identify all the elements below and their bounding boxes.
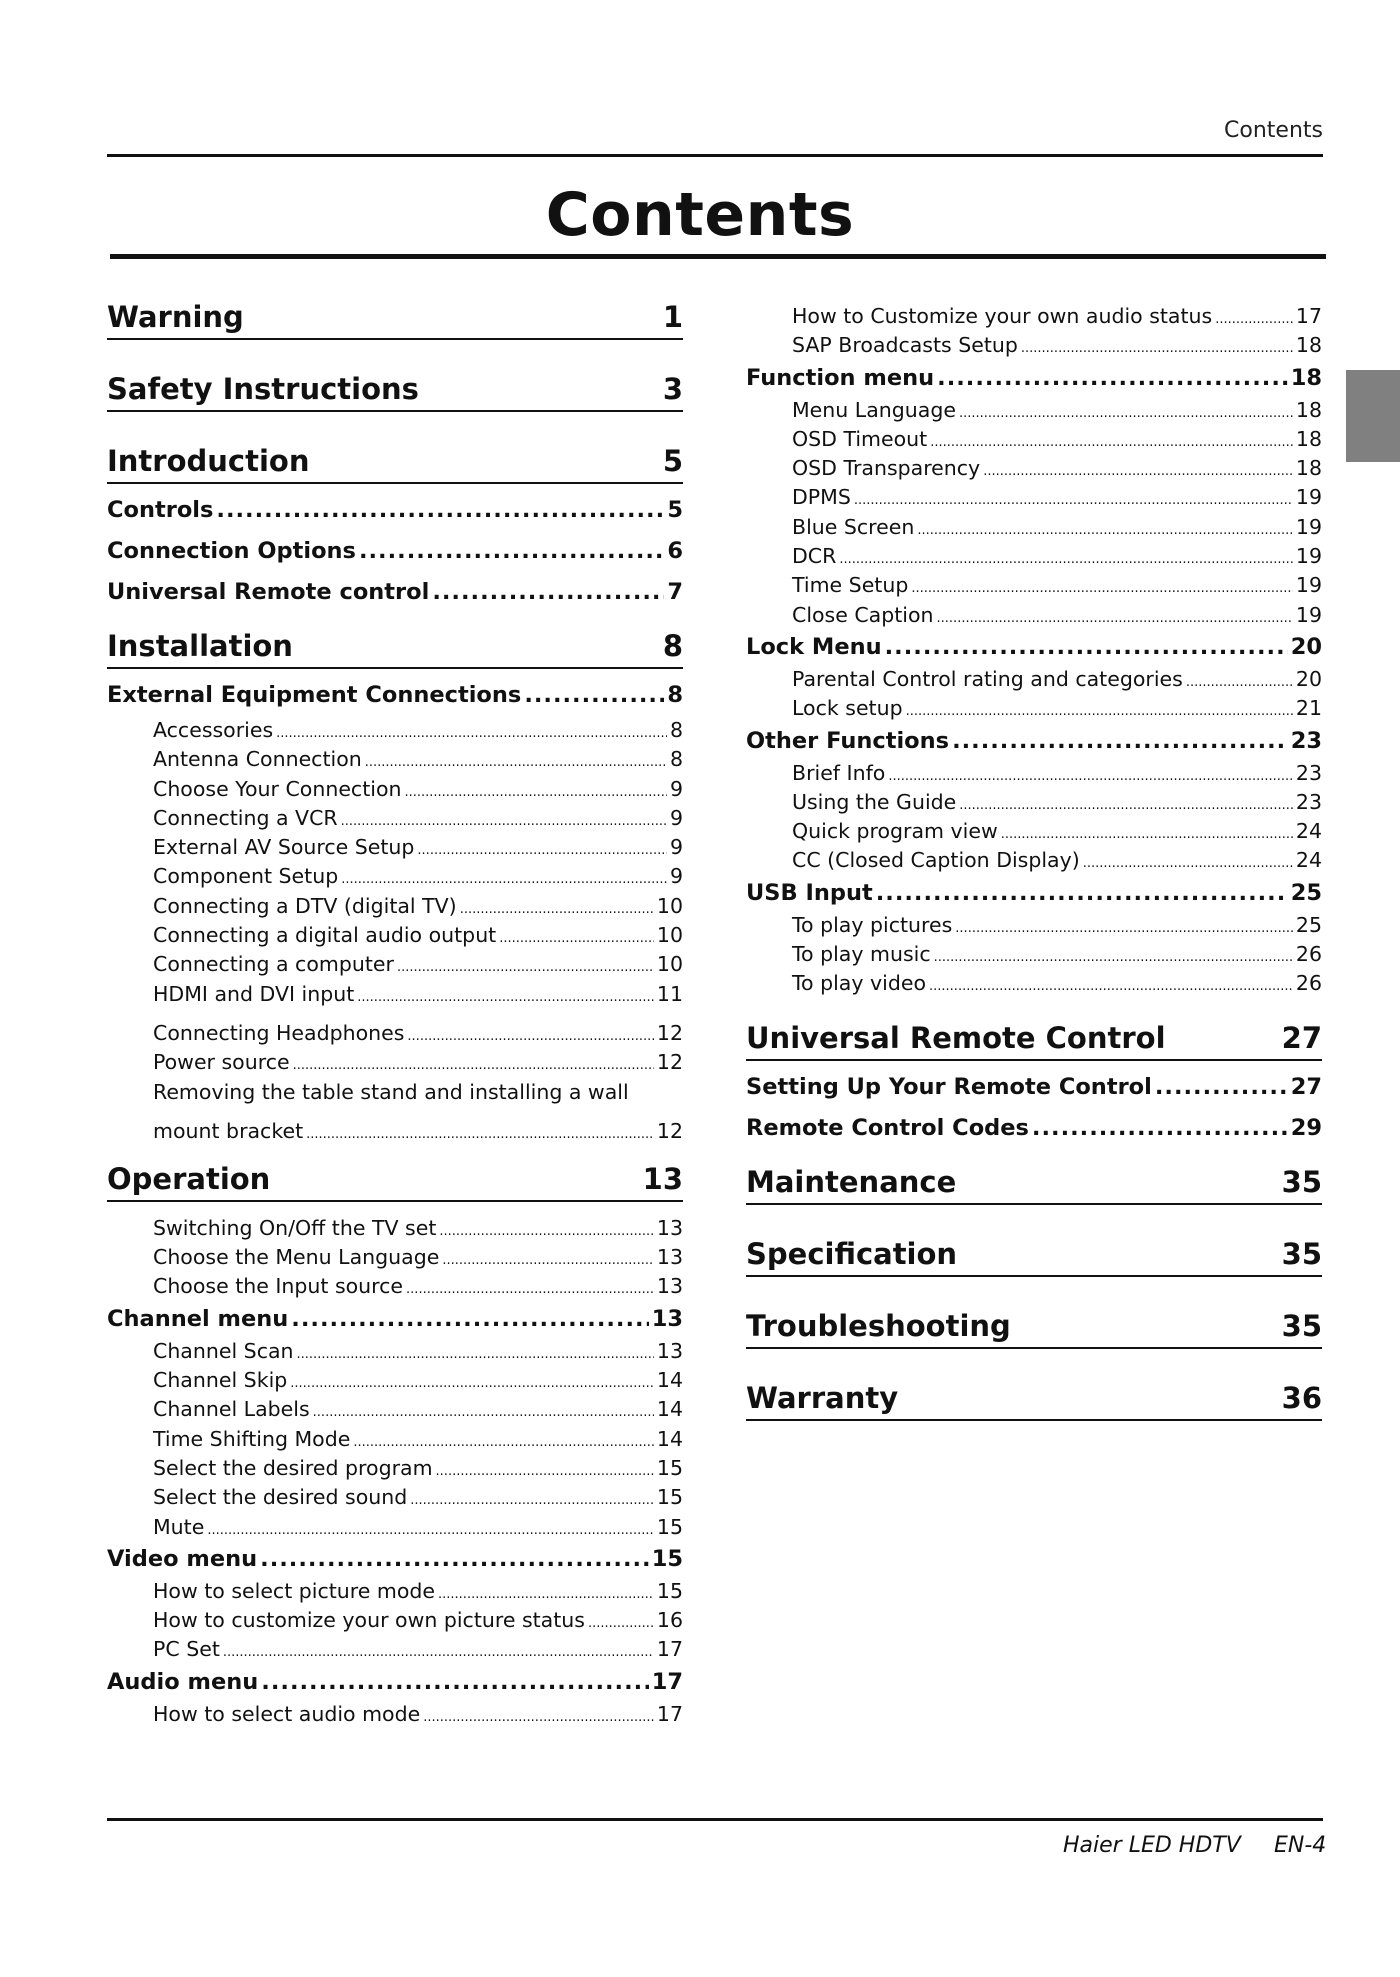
subentry-label: OSD Transparency (792, 456, 981, 481)
section-page: 3 (662, 372, 683, 406)
section-page: 27 (1281, 1020, 1322, 1055)
section-label: Safety Instructions (107, 372, 419, 406)
subentry-page: 26 (1295, 971, 1322, 996)
section-page: 35 (1281, 1308, 1322, 1343)
toc-subentry[interactable] (746, 571, 1322, 600)
toc-subentry[interactable] (107, 1577, 683, 1606)
entry-page: 13 (651, 1305, 683, 1332)
toc-subentry[interactable] (746, 788, 1322, 817)
subentry-page: 9 (669, 805, 683, 830)
toc-section-introduction[interactable] (107, 440, 683, 484)
subentry-label: Connecting a digital audio output (153, 923, 497, 948)
toc-subentry[interactable] (107, 804, 683, 833)
section-label: Introduction (107, 444, 310, 478)
entry-label: Channel menu (107, 1305, 289, 1332)
subentry-page: 19 (1295, 514, 1322, 539)
toc-subentry[interactable] (107, 1243, 683, 1272)
footer-brand: Haier LED HDTV (1063, 1833, 1241, 1858)
subentry-label: HDMI and DVI input (153, 981, 355, 1006)
subentry-label: Channel Skip (153, 1368, 288, 1393)
subentry-label: PC Set (153, 1637, 220, 1662)
subentry-page: 19 (1295, 485, 1322, 510)
entry-page: 20 (1290, 633, 1322, 660)
subentry-page: 15 (656, 1455, 683, 1480)
toc-subentry[interactable] (746, 969, 1322, 998)
subentry-label: Channel Labels (153, 1397, 310, 1422)
toc-subentry[interactable] (746, 940, 1322, 969)
entry-label: Universal Remote control (107, 579, 430, 605)
side-tab-marker (1346, 370, 1400, 462)
subentry-page: 19 (1295, 544, 1322, 569)
subentry-label: Component Setup (153, 864, 339, 889)
subentry-page: 11 (656, 981, 683, 1006)
toc-entry[interactable] (107, 675, 683, 716)
subentry-page: 18 (1295, 426, 1322, 451)
subentry-page: 18 (1295, 333, 1322, 358)
toc-section-warranty[interactable] (746, 1377, 1322, 1421)
section-page: 13 (642, 1161, 683, 1196)
toc-entry[interactable] (107, 490, 683, 531)
subentry-page: 18 (1295, 397, 1322, 422)
subentry-label: To play pictures (792, 912, 953, 937)
subentry-page: 17 (656, 1637, 683, 1662)
toc-subentry[interactable] (746, 331, 1322, 360)
toc-entry[interactable] (107, 1542, 683, 1577)
subentry-page: 20 (1295, 666, 1322, 691)
subentry-label: Mute (153, 1514, 205, 1539)
subentry-label: mount bracket (153, 1118, 304, 1143)
toc-subentry[interactable] (107, 745, 683, 774)
page-title: Contents (545, 180, 855, 250)
title-rule (110, 254, 1326, 259)
subentry-label: DCR (792, 544, 837, 569)
subentry-label: Choose Your Connection (153, 776, 402, 801)
subentry-label: Time Shifting Mode (153, 1426, 351, 1451)
subentry-page: 14 (656, 1368, 683, 1393)
toc-subentry[interactable] (107, 921, 683, 950)
subentry-page: 12 (656, 1050, 683, 1075)
toc-subentry[interactable] (107, 950, 683, 979)
subentry-page: 15 (656, 1578, 683, 1603)
subentry-label: CC (Closed Caption Display) (792, 848, 1080, 873)
toc-section-operation[interactable] (107, 1158, 683, 1202)
entry-page: 8 (667, 682, 683, 708)
entry-page: 23 (1290, 727, 1322, 754)
section-label: Troubleshooting (746, 1308, 1011, 1343)
toc-subentry[interactable] (746, 601, 1322, 630)
toc-subentry[interactable] (746, 846, 1322, 875)
entry-label: USB Input (746, 879, 873, 906)
subentry-page: 19 (1295, 602, 1322, 627)
toc-entry[interactable] (746, 630, 1322, 665)
entry-label: Remote Control Codes (746, 1114, 1029, 1141)
subentry-page: 26 (1295, 942, 1322, 967)
subentry-page: 13 (656, 1274, 683, 1299)
entry-page: 7 (667, 579, 683, 605)
section-label: Warning (107, 300, 244, 334)
toc-subentry[interactable] (107, 1272, 683, 1301)
toc-subentry[interactable] (107, 1483, 683, 1512)
toc-subentry[interactable] (107, 1117, 683, 1146)
section-page: 1 (662, 300, 683, 334)
toc-entry[interactable] (107, 1302, 683, 1337)
subentry-page: 23 (1295, 760, 1322, 785)
toc-subentry[interactable] (107, 1019, 683, 1048)
subentry-page: 24 (1295, 848, 1322, 873)
toc-subentry[interactable] (107, 1635, 683, 1664)
toc-subentry[interactable] (107, 1425, 683, 1454)
subentry-page: 9 (669, 835, 683, 860)
subentry-page: 8 (669, 747, 683, 772)
subentry-label: Accessories (153, 718, 274, 742)
toc-left-column (107, 296, 683, 1729)
section-label: Specification (746, 1236, 958, 1271)
toc-section-universal-remote[interactable] (746, 1017, 1322, 1061)
section-label: Warranty (746, 1380, 899, 1415)
entry-label: Lock Menu (746, 633, 882, 660)
toc-section-maintenance[interactable] (746, 1161, 1322, 1205)
footer-page-number: EN-4 (1274, 1833, 1327, 1858)
toc-subentry[interactable] (107, 980, 683, 1009)
subentry-label: Parental Control rating and categories (792, 666, 1183, 691)
subentry-label: Antenna Connection (153, 747, 362, 772)
entry-page: 18 (1290, 364, 1322, 391)
toc-subentry[interactable] (107, 775, 683, 804)
entry-label: External Equipment Connections (107, 682, 522, 708)
subentry-page: 8 (669, 718, 683, 742)
toc-subentry[interactable] (746, 694, 1322, 723)
toc-section-installation[interactable] (107, 625, 683, 669)
toc-subentry[interactable] (107, 1395, 683, 1424)
toc-subentry[interactable] (746, 665, 1322, 694)
toc-entry[interactable] (746, 724, 1322, 759)
subentry-label: External AV Source Setup (153, 835, 415, 860)
entry-page: 27 (1290, 1073, 1322, 1100)
entry-label: Video menu (107, 1545, 258, 1572)
subentry-page: 10 (656, 893, 683, 918)
toc-subentry-wrap-line[interactable]: Removing the table stand and installing a wall (153, 1079, 629, 1104)
subentry-label: Choose the Input source (153, 1274, 404, 1299)
toc-entry[interactable] (746, 361, 1322, 396)
entry-label: Other Functions (746, 727, 950, 754)
subentry-label: Switching On/Off the TV set (153, 1215, 437, 1240)
toc-subentry[interactable] (107, 716, 683, 745)
toc-entry[interactable] (107, 1665, 683, 1700)
subentry-label: Quick program view (792, 819, 998, 844)
subentry-page: 18 (1295, 456, 1322, 481)
top-rule (107, 154, 1323, 157)
subentry-label: Connecting a computer (153, 952, 394, 977)
subentry-label: SAP Broadcasts Setup (792, 333, 1018, 358)
toc-subentry[interactable] (746, 454, 1322, 483)
toc-section-troubleshooting[interactable] (746, 1305, 1322, 1349)
toc-subentry[interactable] (107, 862, 683, 891)
section-page: 5 (662, 444, 683, 478)
toc-entry[interactable] (746, 1108, 1322, 1149)
subentry-page: 15 (656, 1514, 683, 1539)
subentry-page: 13 (656, 1338, 683, 1363)
toc-right-column (746, 302, 1322, 1421)
section-page: 8 (662, 629, 683, 663)
bottom-rule (107, 1818, 1323, 1821)
section-label: Installation (107, 629, 293, 663)
toc-subentry[interactable] (746, 759, 1322, 788)
subentry-label: How to Customize your own audio status (792, 304, 1213, 328)
toc-subentry[interactable] (746, 425, 1322, 454)
subentry-label: How to select audio mode (153, 1701, 421, 1726)
toc-subentry[interactable] (746, 483, 1322, 512)
subentry-page: 17 (656, 1701, 683, 1726)
entry-label: Audio menu (107, 1668, 259, 1695)
toc-subentry[interactable] (107, 892, 683, 921)
subentry-page: 12 (656, 1020, 683, 1045)
subentry-page: 12 (656, 1118, 683, 1143)
toc-subentry[interactable] (746, 542, 1322, 571)
toc-subentry[interactable] (746, 302, 1322, 331)
subentry-label: How to customize your own picture status (153, 1608, 585, 1633)
subentry-label: Connecting Headphones (153, 1020, 405, 1045)
toc-section-specification[interactable] (746, 1233, 1322, 1277)
entry-label: Setting Up Your Remote Control (746, 1073, 1152, 1100)
toc-subentry[interactable] (107, 1700, 683, 1729)
toc-subentry[interactable] (746, 396, 1322, 425)
entry-page: 6 (667, 538, 683, 564)
subentry-label: Lock setup (792, 696, 903, 721)
subentry-label: Choose the Menu Language (153, 1245, 440, 1270)
toc-section-warning[interactable] (107, 296, 683, 340)
section-page: 35 (1281, 1236, 1322, 1271)
toc-entry[interactable] (107, 531, 683, 572)
subentry-page: 19 (1295, 573, 1322, 598)
subentry-page: 24 (1295, 819, 1322, 844)
subentry-page: 10 (656, 952, 683, 977)
toc-entry[interactable] (107, 572, 683, 613)
toc-subentry[interactable] (107, 1606, 683, 1635)
entry-label: Connection Options (107, 538, 356, 564)
entry-label: Controls (107, 497, 214, 523)
subentry-label: Menu Language (792, 397, 956, 422)
subentry-label: Connecting a VCR (153, 805, 338, 830)
toc-entry[interactable] (746, 1067, 1322, 1108)
toc-subentry[interactable] (746, 911, 1322, 940)
toc-subentry[interactable] (746, 513, 1322, 542)
subentry-label: To play music (792, 942, 931, 967)
subentry-label: Power source (153, 1050, 290, 1075)
subentry-label: Brief Info (792, 760, 886, 785)
subentry-page: 14 (656, 1397, 683, 1422)
entry-label: Function menu (746, 364, 935, 391)
subentry-page: 15 (656, 1485, 683, 1510)
toc-subentry[interactable] (107, 1048, 683, 1077)
subentry-label: OSD Timeout (792, 426, 928, 451)
subentry-label: Close Caption (792, 602, 934, 627)
subentry-label: Select the desired program (153, 1455, 433, 1480)
subentry-label: Time Setup (792, 573, 909, 598)
subentry-label: How to select picture mode (153, 1578, 436, 1603)
subentry-page: 16 (656, 1608, 683, 1633)
section-label: Universal Remote Control (746, 1020, 1166, 1055)
subentry-page: 13 (656, 1245, 683, 1270)
section-label: Maintenance (746, 1164, 957, 1199)
toc-subentry[interactable] (107, 833, 683, 862)
subentry-label: Using the Guide (792, 789, 957, 814)
subentry-page: 10 (656, 923, 683, 948)
toc-subentry[interactable] (107, 1454, 683, 1483)
subentry-page: 23 (1295, 789, 1322, 814)
entry-page: 15 (651, 1545, 683, 1572)
subentry-page: 13 (656, 1215, 683, 1240)
subentry-label: Select the desired sound (153, 1485, 408, 1510)
entry-page: 17 (651, 1668, 683, 1695)
subentry-page: 14 (656, 1426, 683, 1451)
section-label: Operation (107, 1161, 271, 1196)
toc-subentry[interactable] (107, 1513, 683, 1542)
subentry-label: Connecting a DTV (digital TV) (153, 893, 457, 918)
subentry-label: DPMS (792, 485, 851, 510)
subentry-page: 25 (1295, 912, 1322, 937)
toc-subentry[interactable] (107, 1337, 683, 1366)
subentry-page: 9 (669, 864, 683, 889)
subentry-label: To play video (792, 971, 927, 996)
section-page: 36 (1281, 1380, 1322, 1415)
subentry-page: 9 (669, 776, 683, 801)
entry-page: 25 (1290, 879, 1322, 906)
toc-subentry[interactable] (107, 1214, 683, 1243)
entry-page: 5 (667, 497, 683, 523)
toc-subentry[interactable] (107, 1366, 683, 1395)
subentry-page: 17 (1295, 304, 1322, 328)
section-page: 35 (1281, 1164, 1322, 1199)
toc-section-safety[interactable] (107, 368, 683, 412)
subentry-label: Channel Scan (153, 1338, 294, 1363)
toc-entry[interactable] (746, 876, 1322, 911)
entry-page: 29 (1290, 1114, 1322, 1141)
subentry-label: Blue Screen (792, 514, 915, 539)
toc-subentry[interactable] (746, 817, 1322, 846)
subentry-page: 21 (1295, 696, 1322, 721)
running-head: Contents (1224, 118, 1323, 143)
